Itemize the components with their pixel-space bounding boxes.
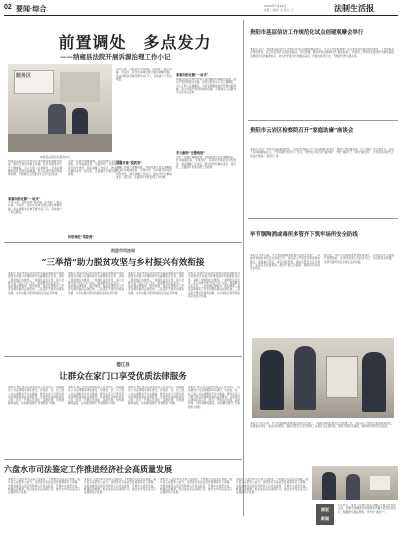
photo-news-caption: 1月22日，某县公安局民警走进辖区开展反诈宣传活动，向群众讲解常见电信网络诈骗手段及防范技巧，提醒群众提高警惕，守护好“钱袋子”。: [338, 504, 396, 514]
page-number: 02: [4, 4, 12, 11]
bottom-body-3: 本报讯 六盘水市司法局立足职能，不断规范司法鉴定管理，提升鉴定质量和公信力，为经济社会高质量发展提供有力保障。该局加强司法鉴定机构和人员执业监管，开展执业质量评查，畅通投诉渠道，依法查处违法违规行为，推动全市司法鉴定行业健康有序发展。: [160, 478, 232, 495]
right-mid-body: 本报讯 为进一步筑牢家庭廉洁防线，云岩区检察院召开“家庭助廉”座谈会，邀请干警家属参加。会上观看了警示教育片，宣读了家庭助廉倡议书，干警家属代表进行了发言，纷纷表示将当好“廉内助”，守好“廉洁门”，吹好“廉洁风”，共同营造风清气正的良好氛围。（通讯员 刘）: [250, 148, 394, 158]
lead-kicker-3: 诉调对接“提质效”: [116, 161, 142, 165]
low-body-3: 本报讯 德江县司法局坚持以人民为中心，持续推进公共法律服务体系建设，实现县、乡、村三级公共法律服务平台全覆盖，群众在家门口即可享受到便捷高效的法律服务。该局组织法律顾问深入村（社区）开展法治讲座、法律咨询、纠纷调解等服务，切实解决群众“急难愁盼”问题。: [128, 386, 184, 406]
low-body-2: 本报讯 德江县司法局坚持以人民为中心，持续推进公共法律服务体系建设，实现县、乡、村三级公共法律服务平台全覆盖，群众在家门口即可享受到便捷高效的法律服务。该局组织法律顾问深入村（社区）开展法治讲座、法律咨询、纠纷调解等服务，切实解决群众“急难愁盼”问题。: [68, 386, 124, 406]
lead-body-5: 纳雍县法院坚持把非诉讼纠纷解决机制挺在前面，推动矛盾纠纷源头化解，在诉讼服务中心设立调解室，引入专职人民调解员，对适宜调解的案件开展诉前调解，努力实现矛盾纠纷就地化解，不断满足人民群众多元化司法需求。: [176, 78, 236, 95]
lead-title: 前置调处 多点发力: [58, 33, 212, 52]
sub-info: 星期三 编辑：张 版式：王: [264, 9, 295, 12]
lead-subtitle: ——纳雍县法院开展诉源治理工作小记: [60, 53, 171, 61]
right-top-body: 本报讯 近日，贵阳市基层信访工作规范化试点创建观摩会举行。与会人员实地观摩了试点单位信访接待场所建设、工作流程及台账资料等，并召开座谈会交流经验做法。会议强调，要坚持和发展新时代“枫桥经验”，把信访工作规范化建设作为推动基层治理现代化的重要抓手，切实把矛盾纠纷化解在基层、化解在萌芽状态，不断提升群众满意度。: [250, 48, 394, 58]
bottom-body-4: 本报讯 六盘水市司法局立足职能，不断规范司法鉴定管理，提升鉴定质量和公信力，为经济社会高质量发展提供有力保障。该局加强司法鉴定机构和人员执业监管，开展执业质量评查，畅通投诉渠道，依法查处违法违规行为，推动全市司法鉴定行业健康有序发展。: [236, 478, 308, 495]
right-bottom-body-3: 本报讯 今年以来，毕节市强制隔离戒毒所坚持安全第一，多措并举抓好场所安全管理工作。该所深入开展安全隐患排查整治，加强重点部位、重点时段管控，强化民警安全意识教育，完善应急处置预案，组织开展应急演练，确保场所持续安全稳定。: [250, 422, 394, 429]
mid-title: “三举措”助力脱贫攻坚与乡村振兴有效衔接: [41, 258, 205, 268]
photo-news-image: [312, 466, 398, 500]
lead-bottom-rule: [4, 242, 242, 243]
lead-kicker-1: 家事纠纷化解“一站式”: [8, 197, 41, 201]
right-mid-rule: [248, 218, 398, 219]
right-mid-title: 贵阳市云岩区检察院召开“家庭助廉”座谈会: [250, 128, 354, 134]
lead-kicker-2: 纠纷调处“零距离”: [68, 235, 94, 239]
low-kicker: 德江县: [116, 363, 130, 368]
photo-news-tag-line1: 图说: [321, 507, 329, 512]
lead-body-2: 为进一步提升调解成效，该院组建专业化调解团队，针对婚姻家庭、邻里纠纷、民间借贷等常见纠纷类型，制定调解工作指引，推动纠纷化解标准化、规范化，全面提升诉源治理工作质效。: [68, 160, 122, 177]
paper-name: 法制生活报: [334, 3, 374, 13]
lead-kicker-5: 多元解纷“无缝衔接”: [176, 151, 206, 155]
low-body-4: 本报讯 德江县司法局坚持以人民为中心，持续推进公共法律服务体系建设，实现县、乡、村三级公共法律服务平台全覆盖，群众在家门口即可享受到便捷高效的法律服务。该局组织法律顾问深入村（社区）开展法治讲座、法律咨询、纠纷调解等服务，切实解决群众“急难愁盼”问题。: [188, 386, 240, 409]
header-rule: [4, 15, 398, 16]
section-title: 要闻·综合: [16, 6, 47, 13]
photo-news-tag: [316, 504, 334, 525]
mid-body-1: 本报讯 凯里市司法局坚持把巩固拓展脱贫攻坚成果同乡村振兴有效衔接作为重要政治任务，采取三项举措扎实推进。一是强化法治宣传，深入村寨开展“送法下乡”活动，提高群众法治意识；二是加强法律服务，组织律师、基层法律服务工作者为群众提供法律咨询；三是深化矛盾纠纷排查化解，为乡村振兴营造和谐稳定的社会环境。: [8, 272, 64, 295]
lead-body-6: 为进一步提升调解成效，该院组建专业化调解团队，针对婚姻家庭、邻里纠纷、民间借贷等常见纠纷类型，制定调解工作指引，推动纠纷化解标准化、规范化，全面提升诉源治理工作质效。: [176, 156, 236, 169]
right-bottom-body-2: 据介绍，该所还积极推进智慧戒毒建设，运用信息化手段提升管理效能，实现对戒毒人员的全方位、全时段动态管理，持续巩固场所安全稳定良好局面。: [324, 254, 394, 264]
low-title: 让群众在家门口享受优质法律服务: [59, 372, 187, 382]
date-line: 2024年1月24日: [264, 4, 287, 8]
mid-body-2: 本报讯 凯里市司法局坚持把巩固拓展脱贫攻坚成果同乡村振兴有效衔接作为重要政治任务，采取三项举措扎实推进。一是强化法治宣传，深入村寨开展“送法下乡”活动，提高群众法治意识；二是加强法律服务，组织律师、基层法律服务工作者为群众提供法律咨询；三是深化矛盾纠纷排查化解，为乡村振兴营造和谐稳定的社会环境。: [68, 272, 124, 295]
mid-body-4: 本报讯 凯里市司法局坚持把巩固拓展脱贫攻坚成果同乡村振兴有效衔接作为重要政治任务，采取三项举措扎实推进。一是强化法治宣传，深入村寨开展“送法下乡”活动，提高群众法治意识；二是加强法律服务，组织律师、基层法律服务工作者为群众提供法律咨询；三是深化矛盾纠纷排查化解，为乡村振兴营造和谐稳定的社会环境。: [188, 272, 240, 299]
bottom-body-2: 本报讯 六盘水市司法局立足职能，不断规范司法鉴定管理，提升鉴定质量和公信力，为经济社会高质量发展提供有力保障。该局加强司法鉴定机构和人员执业监管，开展执业质量评查，畅通投诉渠道，依法查处违法违规行为，推动全市司法鉴定行业健康有序发展。: [84, 478, 156, 495]
lead-body-4: 为进一步提升调解成效，该院组建专业化调解团队，针对婚姻家庭、邻里纠纷、民间借贷等常见纠纷类型，制定调解工作指引，推动纠纷化解标准化、规范化，全面提升诉源治理工作质效。: [116, 166, 172, 179]
low-body-1: 本报讯 德江县司法局坚持以人民为中心，持续推进公共法律服务体系建设，实现县、乡、村三级公共法律服务平台全覆盖，群众在家门口即可享受到便捷高效的法律服务。该局组织法律顾问深入村（社区）开展法治讲座、法律咨询、纠纷调解等服务，切实解决群众“急难愁盼”问题。: [8, 386, 64, 406]
right-bottom-body: 本报讯 今年以来，毕节市强制隔离戒毒所坚持安全第一，多措并举抓好场所安全管理工作。该所深入开展安全隐患排查整治，加强重点部位、重点时段管控，强化民警安全意识教育，完善应急处置预案，组织开展应急演练，确保场所持续安全稳定。: [250, 254, 320, 271]
mid-kicker: 凯里市司法局: [111, 248, 135, 253]
right-top-rule: [248, 120, 398, 121]
lead-body-1: 今年以来，该院坚持“抓前端、治未病”，联合乡镇、司法所、派出所等单位建立联动调解机制，将法律服务延伸至群众家门口，有效减少了诉讼增量。: [8, 201, 62, 214]
page-header: [4, 4, 398, 14]
photo-caption: 纳雍县法院诉讼服务中心: [40, 155, 71, 159]
low-bottom-rule: [4, 459, 242, 460]
lead-kicker-4: 家事纠纷化解“一站式”: [176, 73, 209, 77]
mid-bottom-rule: [4, 356, 242, 357]
lead-body-3: 今年以来，该院坚持“抓前端、治未病”，联合乡镇、司法所、派出所等单位建立联动调解机制，将法律服务延伸至群众家门口，有效减少了诉讼增量。: [116, 68, 172, 81]
photo-news-tag-line2: 新闻: [321, 516, 329, 521]
bottom-body-1: 本报讯 六盘水市司法局立足职能，不断规范司法鉴定管理，提升鉴定质量和公信力，为经济社会高质量发展提供有力保障。该局加强司法鉴定机构和人员执业监管，开展执业质量评查，畅通投诉渠道，依法查处违法违规行为，推动全市司法鉴定行业健康有序发展。: [8, 478, 80, 495]
bottom-title: 六盘水市司法鉴定工作推进经济社会高质量发展: [4, 464, 172, 474]
court-service-photo: 服务区: [8, 64, 112, 152]
lead-intro: 纳雍县法院坚持把非诉讼纠纷解决机制挺在前面，推动矛盾纠纷源头化解，在诉讼服务中心设立调解室，引入专职人民调解员，对适宜调解的案件开展诉前调解，努力实现矛盾纠纷就地化解，不断满足人民群众多元化司法需求。: [8, 160, 62, 177]
column-divider-main: [243, 20, 244, 516]
mid-body-3: 本报讯 凯里市司法局坚持把巩固拓展脱贫攻坚成果同乡村振兴有效衔接作为重要政治任务，采取三项举措扎实推进。一是强化法治宣传，深入村寨开展“送法下乡”活动，提高群众法治意识；二是加强法律服务，组织律师、基层法律服务工作者为群众提供法律咨询；三是深化矛盾纠纷排查化解，为乡村振兴营造和谐稳定的社会环境。: [128, 272, 184, 295]
right-bottom-title: 毕节钢陶洒或毒所多管齐下筑牢场所安全防线: [250, 232, 358, 238]
right-top-title: 贵阳市基层信访工作规范化试点创建观摩会举行: [250, 30, 364, 36]
drug-rehab-photo: [252, 338, 394, 418]
